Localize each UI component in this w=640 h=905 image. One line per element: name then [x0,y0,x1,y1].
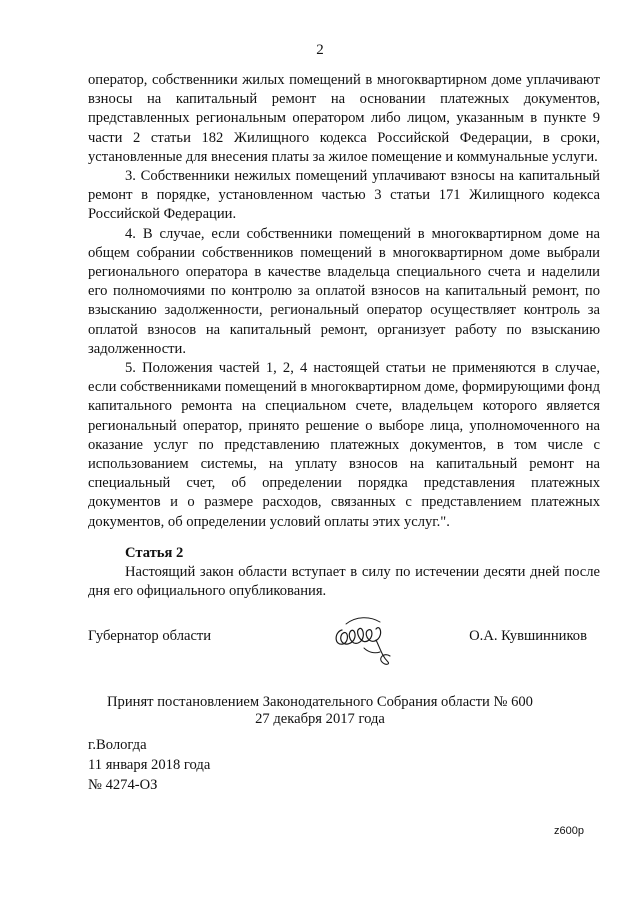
article-2-heading: Статья 2 [125,545,184,561]
law-number: № 4274-ОЗ [88,777,158,793]
place-date-block [88,735,210,795]
page-number: 2 [316,42,324,58]
paragraph-continuation: оператор, собственники жилых помещений в многоквартирном доме уплачивают взносы на капитальный ремонт на основании платежных документов, представленных региональным оператором либо лицом, указанным в пункте 9 части 2 статьи 182 Жилищного кодекса Российской Федерации, в сроки, установленные для внесения платы за жилое помещение и коммунальные услуги. [88,72,600,165]
place: г.Вологда [88,737,147,753]
paragraph-3: 3. Собственники нежилых помещений уплачивают взносы на капитальный ремонт в порядке, установленном частью 3 статьи 171 Жилищного кодекса Российской Федерации. [88,168,600,223]
signatory-name: О.А. Кувшинников [469,628,587,644]
law-body-text [88,71,600,532]
adoption-line-1: Принят постановлением Законодательного Собрания области № 600 [107,694,533,710]
paragraph-5: 5. Положения частей 1, 2, 4 настоящей статьи не применяются в случае, если собственниками помещений в многоквартирном доме, формирующими фонд капитального ремонта на специальном счете, владельцем которого является региональный оператор, принято решение о выборе лица, уполномоченного на оказание услуг по представлению платежных документов, в том числе с использованием системы, на уплату взносов на капитальный ремонт на специальный счет, об определении порядка представления платежных документов и о размере расходов, связанных с представлением платежных документов, об определении условий оплаты этих услуг.". [88,360,600,530]
adoption-line-2: 27 декабря 2017 года [255,711,385,727]
signing-date: 11 января 2018 года [88,757,211,773]
article-2-text: Настоящий закон области вступает в силу по истечении десяти дней после дня его официального опубликования. [88,564,600,600]
signature-image [330,612,400,670]
signatory-title: Губернатор области [88,628,212,644]
adoption-note [0,694,640,728]
paragraph-4: 4. В случае, если собственники помещений в многоквартирном доме на общем собрании собственников помещений в многоквартирном доме выбрали регионального оператора в качестве владельца специального счета и наделили его полномочиями по контролю за оплатой взносов на капитальный ремонт, по взысканию задолженности, региональный оператор осуществляет контроль за оплатой взносов на капитальный ремонт, организует работу по взысканию задолженности. [88,225,600,357]
document-mark: z600p [554,825,584,837]
